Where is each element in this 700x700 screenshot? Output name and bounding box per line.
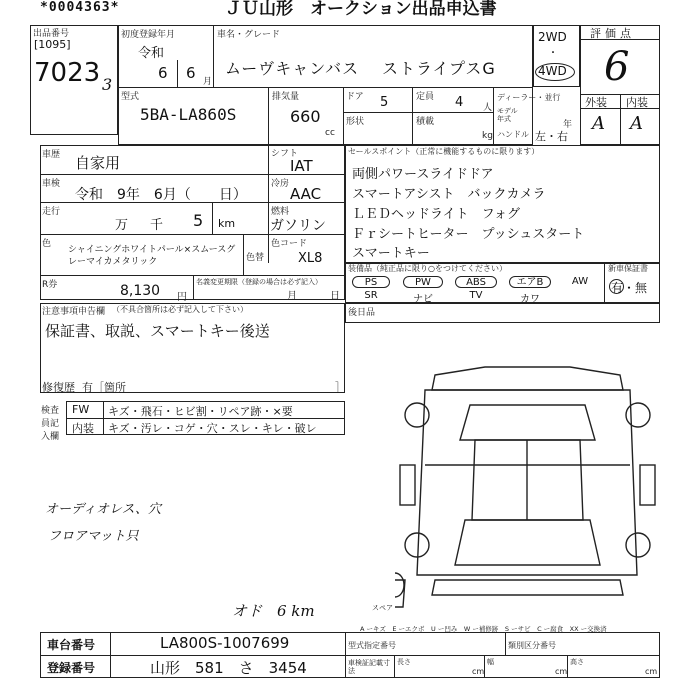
inspection: 令和 9年 6月（ 日）: [75, 187, 247, 203]
drive-2wd: 2WD: [538, 30, 567, 44]
equip-pw: PW: [403, 276, 443, 288]
recycle-label: R券: [42, 280, 58, 290]
after-label: 後日品: [348, 308, 376, 318]
warranty: 有・無: [611, 281, 648, 295]
vehicle-name-label: 車名・グレード: [217, 30, 281, 40]
equipment-label: 装備品（純正品に限り○をつけてください）: [348, 264, 507, 273]
handwritten-mileage: オド 6 km: [232, 602, 315, 620]
equip-abs: ABS: [455, 276, 497, 288]
car-damage-diagram: [395, 345, 660, 615]
equip-aw: AW: [571, 276, 589, 287]
length-label: 長さ: [397, 658, 411, 666]
notes-label: 注意事項申告欄: [42, 307, 106, 317]
registration-month-unit: 月: [203, 77, 213, 87]
capacity-label: 定員: [416, 92, 435, 102]
chassis: LA800S-1007699: [160, 634, 290, 652]
equip-sr: SR: [364, 290, 378, 301]
new-car-label: 新車保証書: [608, 264, 648, 273]
equip-tv: TV: [469, 290, 483, 301]
inspection-label: 車検: [42, 179, 61, 189]
equip-navi: ナビ: [413, 294, 433, 305]
displacement-unit: cc: [325, 128, 335, 138]
inspector-title: 検査員記入欄: [41, 406, 60, 442]
interior-label: 内装: [626, 96, 648, 109]
sales-point-line: スマートキー: [352, 246, 430, 261]
inspector-ext: キズ・飛石・ヒビ割・リペア跡・×要: [108, 405, 293, 418]
doors: 5: [380, 95, 389, 110]
drive-4wd: 4WD: [538, 64, 567, 78]
chassis-label: 車台番号: [47, 638, 96, 652]
color-change-label: 色替: [246, 253, 265, 263]
rating-score: 6: [604, 44, 630, 90]
notes-text: 保証書、取説、スマートキー後送: [45, 322, 270, 340]
width-unit: cm: [555, 667, 568, 676]
sales-point-line: ＬＥＤヘッドライト フォグ: [352, 207, 520, 222]
handle: 左・右: [535, 130, 568, 143]
capacity-unit: 人: [483, 103, 493, 113]
cert-label: 車検証記載寸法: [348, 659, 390, 675]
model-year-label: モデル年式: [497, 107, 518, 123]
damage-legend: A ーキズ E ーエクボ U ー凹み W ー補修跡 S ーサビ C ー腐食 XX ー交換済: [360, 625, 607, 633]
inspector-int: キズ・汚レ・コゲ・穴・スレ・キレ・破レ: [108, 422, 317, 435]
plate-label: 登録番号: [47, 661, 96, 675]
exterior-label: 外装: [585, 96, 607, 109]
handwritten-note-1: オーディオレス、穴: [45, 502, 161, 517]
inspector-int-label: 内装: [72, 422, 94, 435]
mileage-label: 走行: [42, 207, 61, 217]
year-unit: 年: [563, 120, 573, 130]
recycle-unit: 円: [177, 292, 187, 303]
load-label: 積載: [416, 117, 435, 127]
ac: AAC: [290, 185, 322, 203]
sales-point-line: Ｆｒシートヒーター プッシュスタート: [352, 227, 585, 242]
fuel: ガソリン: [270, 218, 326, 234]
mileage-value: 5: [193, 211, 204, 230]
form-title: ＪＵ山形 オークション出品申込書: [225, 0, 497, 19]
usage-label: 車歴: [42, 150, 61, 160]
classification-label: 類別区分番号: [508, 641, 556, 650]
shape-label: 形状: [346, 117, 365, 127]
deadline-label: 名義変更期限（登録の場合は必ず記入）: [196, 278, 322, 286]
lot-corner-label: 出品番号: [33, 29, 70, 39]
color: シャイニングホワイトパール×スムースグレーマイカメタリック: [68, 245, 236, 267]
sales-point-line: 両側パワースライドドア: [352, 167, 494, 182]
drive-dot: ・: [548, 48, 558, 59]
sales-points-label: セールスポイント（正常に機能するものに限ります）: [348, 147, 540, 156]
deadline-month: 月: [287, 291, 297, 302]
doors-label: ドア: [346, 92, 364, 102]
height-unit: cm: [645, 667, 658, 676]
color-label: 色: [42, 239, 52, 249]
shift: IAT: [290, 157, 313, 175]
displacement: 660: [290, 107, 321, 126]
lot-suffix: 3: [102, 75, 113, 94]
lot-number: 7023: [34, 58, 101, 88]
registration-year: 6: [158, 64, 168, 82]
plate: 山形 581 さ 3454: [150, 659, 307, 677]
model: 5BA-LA860S: [140, 105, 237, 124]
capacity: 4: [455, 95, 464, 110]
sales-point-line: スマートアシスト バックカメラ: [352, 187, 546, 202]
registration-label: 初度登録年月: [121, 30, 176, 40]
mileage-sen: 千: [150, 218, 164, 233]
vehicle-name: ムーヴキャンバス: [225, 59, 360, 78]
notes-hint: （不具合箇所は必ず記入して下さい）: [112, 305, 248, 314]
spare-label: スペア: [372, 604, 393, 612]
dealer-label: ディーラー・並行: [497, 93, 561, 102]
ac-label: 冷房: [271, 179, 290, 189]
usage: 自家用: [75, 154, 121, 172]
repair-label: 修復歴: [42, 381, 75, 394]
shift-label: シフト: [271, 149, 299, 159]
rating-label: 評価点: [590, 27, 635, 40]
exterior-grade: A: [592, 113, 605, 134]
equip-leather: カワ: [520, 294, 540, 305]
handwritten-note-2: フロアマット只: [48, 529, 139, 544]
model-label: 型式: [121, 92, 140, 102]
mileage-man: 万: [115, 218, 129, 233]
mileage-unit: km: [218, 217, 236, 230]
registration-month: 6: [186, 64, 196, 82]
displacement-label: 排気量: [272, 92, 300, 102]
equip-airbag: エアB: [509, 276, 551, 288]
model-type-label: 型式指定番号: [348, 641, 396, 650]
lot-prefix: [1095]: [34, 38, 71, 51]
repair: 有［箇所: [82, 381, 126, 394]
fuel-label: 燃料: [271, 207, 290, 217]
equip-ps: PS: [352, 276, 390, 288]
vehicle-info-box: [118, 25, 533, 145]
repair-close: ］: [335, 381, 346, 394]
load-unit: kg: [482, 131, 493, 141]
interior-grade: A: [630, 113, 643, 134]
handle-label: ハンドル: [497, 130, 529, 139]
inspector-fw: FW: [72, 403, 90, 416]
height-label: 高さ: [570, 658, 584, 666]
serial-number: *0004363*: [40, 0, 120, 15]
color-code: XL8: [298, 251, 323, 266]
after-delivery-box: [345, 303, 660, 323]
recycle: 8,130: [120, 283, 161, 299]
registration-era: 令和: [138, 46, 165, 61]
deadline-day: 日: [330, 291, 340, 302]
vehicle-grade: ストライプスG: [382, 59, 496, 78]
color-code-label: 色コード: [271, 239, 308, 249]
length-unit: cm: [472, 667, 485, 676]
width-label: 幅: [487, 658, 494, 666]
